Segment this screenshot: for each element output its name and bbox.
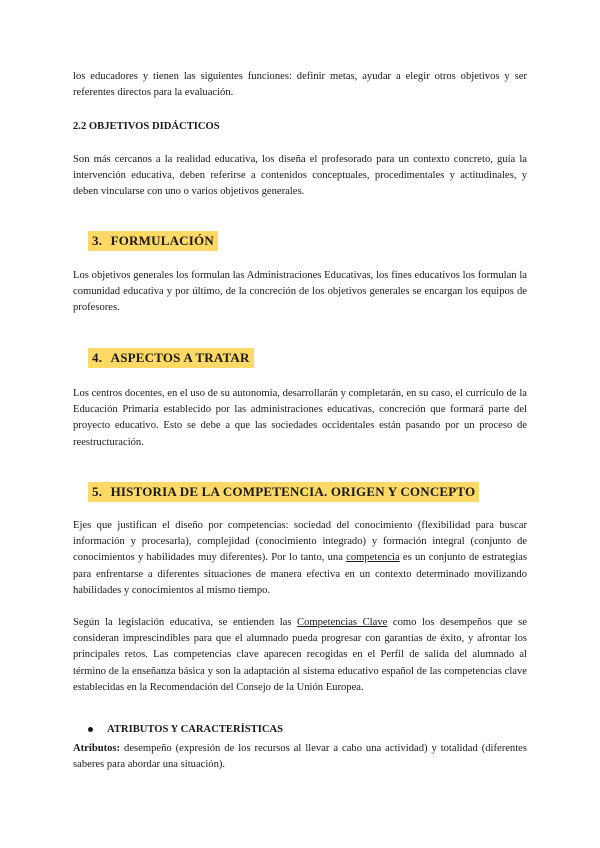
section-5-paragraph-2: [73, 615, 527, 696]
attributes-label: Atributos:: [73, 743, 121, 754]
section-heading-4: [88, 348, 254, 368]
intro-paragraph: los educadores y tienen las siguientes funciones: definir metas, ayudar a elegir otros objetivos y ser referentes directos para la evaluación.: [73, 71, 527, 99]
section-4-paragraph: Los centros docentes, en el uso de su autonomía, desarrollarán y completarán, en su caso, el currículo de la Educación Primaria establecido por las administraciones educativas, concreción que formará parte del proyecto educativo. Esto se debe a que las sociedades occidentales están pasando por un proceso de reestructuración.: [73, 388, 527, 448]
attributes-text: desempeño (expresión de los recursos al llevar a cabo una actividad) y totalidad (diferentes saberes para abordar una situación).: [73, 743, 527, 771]
section-number-5: 5.: [92, 484, 103, 499]
section-number-4: 4.: [92, 350, 103, 365]
competencia-term: competencia: [346, 552, 400, 564]
attributes-bullet-item: [88, 724, 283, 735]
section-3-paragraph: Los objetivos generales los formulan las Administraciones Educativas, los fines educativos los formulan la comunidad educativa y por último, de la concreción de los objetivos generales se encargan los equipos de profesores.: [73, 270, 527, 314]
section-heading-5: [88, 482, 479, 502]
p2-text-before: Según la legislación educativa, se entienden las: [73, 617, 298, 628]
section-title-4: ASPECTOS A TRATAR: [110, 350, 250, 365]
subsection-title-2-2: 2.2 OBJETIVOS DIDÁCTICOS: [73, 121, 220, 132]
attributes-paragraph: [73, 741, 527, 773]
p2-text-after: como los desempeños que se consideran imprescindibles para que el alumnado pueda progresar con garantías de éxito, y afrontar los principales retos. Las competencias clave aparecen recogidas en el Perfil de salida del alumnado al término de la enseñanza básica y son la adaptación al sistema educativo español de las competencias clave establecidas en la Recomendación del Consejo de la Unión Europea.: [73, 617, 527, 693]
section-title-3: FORMULACIÓN: [110, 233, 214, 248]
section-title-5: HISTORIA DE LA COMPETENCIA. ORIGEN Y CONCEPTO: [110, 484, 476, 499]
section-5-paragraph-1: [73, 518, 527, 599]
attributes-heading: ATRIBUTOS Y CARACTERÍSTICAS: [107, 724, 284, 735]
section-2-2-paragraph: Son más cercanos a la realidad educativa, los diseña el profesorado para un contexto concreto, guía la intervención educativa, deben referirse a contenidos conceptuales, procedimentales y actitudinales, y deben vincularse con uno o varios objetivos generales.: [73, 154, 527, 198]
bullet-icon: [88, 727, 93, 732]
competencias-clave-term: Competencias Clave: [297, 617, 388, 628]
p1-text-after: es un conjunto de estrategias para enfrentarse a diferentes situaciones de manera efectiva en un contexto determinado movilizando habilidades y conocimientos al mismo tiempo.: [73, 552, 527, 596]
p1-text-before: Ejes que justifican el diseño por competencias: sociedad del conocimiento (flexibilidad para buscar información y procesarla), complejidad (conocimiento integrado) y formación integral (conjunto de conocimientos y habilidades muy diferentes). Por lo tanto, una: [73, 520, 527, 564]
section-number-3: 3.: [92, 233, 103, 248]
section-heading-3: [88, 231, 218, 251]
